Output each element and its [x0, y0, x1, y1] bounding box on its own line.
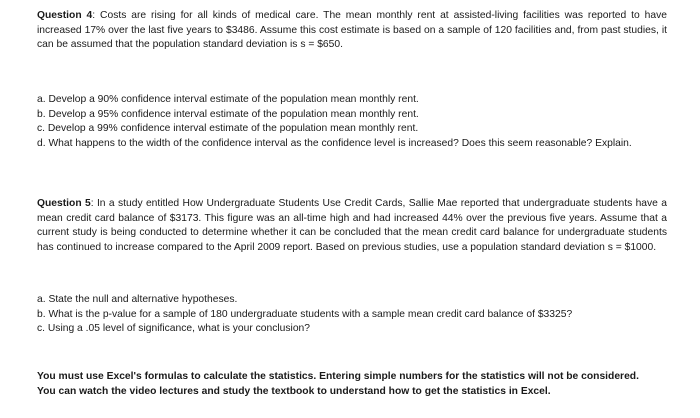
question-5-items [37, 293, 667, 337]
instructions-formulas-word: formulas [144, 371, 189, 382]
question-4-block [37, 9, 667, 53]
instructions-line-1-pre: You must use Excel's [37, 371, 145, 382]
instructions-line-1-post: to calculate the statistics. Entering simple numbers for the statistics will not be considered. [188, 371, 639, 382]
question-4-item-c: c. Develop a 99% confidence interval estimate of the population mean monthly rent. [37, 123, 419, 134]
question-5-intro [37, 197, 667, 255]
question-4-label: Question 4 [37, 10, 93, 21]
question-5-block [37, 197, 667, 255]
question-5-item-c: c. Using a .05 level of significance, what is your conclusion? [37, 323, 311, 334]
instructions-line-1 [37, 370, 667, 385]
question-4-text: : Costs are rising for all kinds of medical care. The mean monthly rent at assisted-living facilities was reported to have increased 17% over the last five years to $3486. Assume this cost estimate is based on a sample of 120 facilities and, from past studies, it can be assumed that the population standard deviation is s = $650. [37, 10, 667, 50]
question-4-item-b: b. Develop a 95% confidence interval estimate of the population mean monthly rent. [37, 108, 419, 120]
instructions-line-2: You can watch the video lectures and study the textbook to understand how to get the statistics in Excel. [37, 385, 551, 397]
question-5-label: Question 5 [37, 198, 91, 209]
question-4-item-a: a. Develop a 90% confidence interval estimate of the population mean monthly rent. [37, 94, 419, 105]
question-5-item-a: a. State the null and alternative hypotheses. [37, 294, 238, 305]
question-4-item-d: d. What happens to the width of the confidence interval as the confidence level is increased? Does this seem reasonable? Explain. [37, 137, 632, 149]
excel-instructions [37, 370, 667, 399]
question-4-intro [37, 9, 667, 53]
question-5-text: : In a study entitled How Undergraduate Students Use Credit Cards, Sallie Mae reported that undergraduate students have a mean credit card balance of $3173. This figure was an all-time high and had increased 44% over the previous five years. Assume that a current study is being conducted to determine whether it can be concluded that the mean credit card balance for undergraduate students has continued to increase compared to the April 2009 report. Based on previous studies, use a population standard deviation s = $1000. [37, 198, 667, 253]
question-4-items [37, 93, 667, 151]
question-5-item-b: b. What is the p-value for a sample of 180 undergraduate students with a sample mean credit card balance of $3325? [37, 308, 573, 320]
